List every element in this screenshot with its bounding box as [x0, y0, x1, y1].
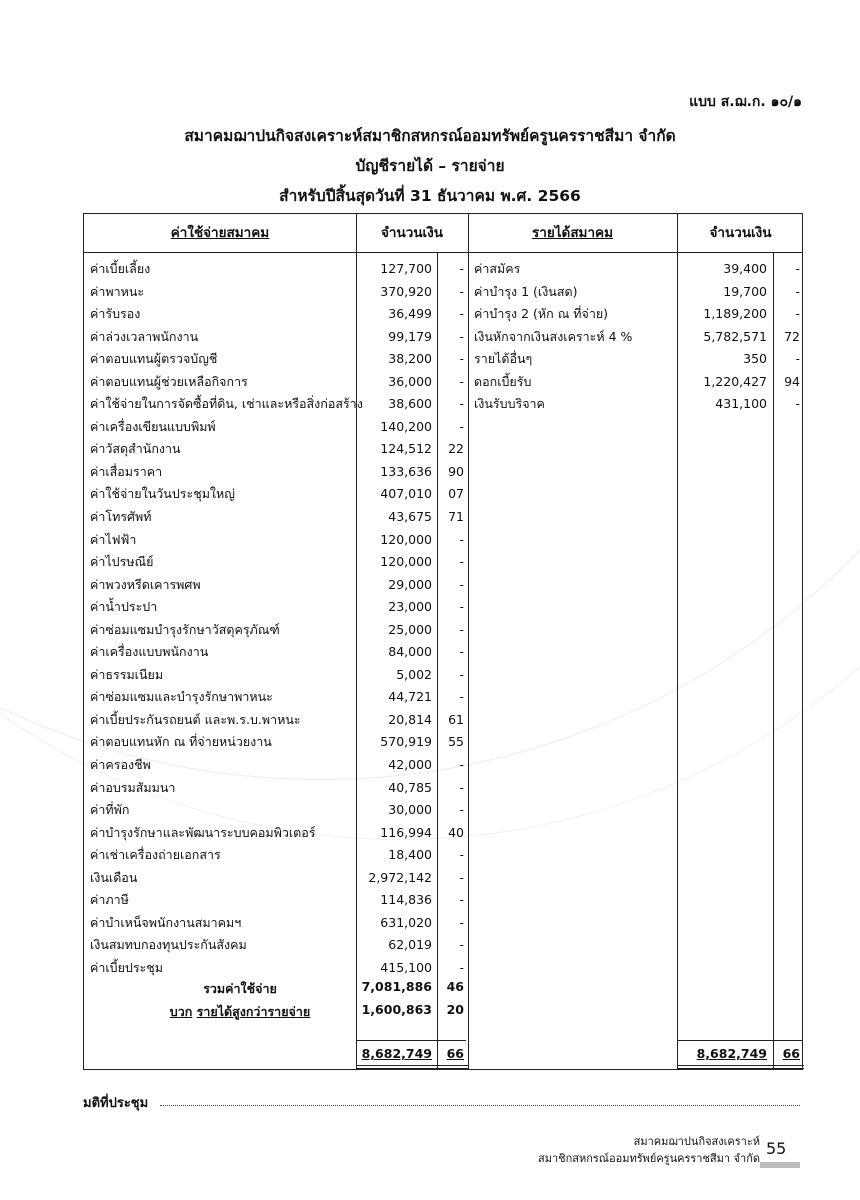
grand-total-left-amount: 8,682,749: [361, 1046, 432, 1061]
table-row: [84, 619, 468, 642]
footer-line-2: สมาชิกสหกรณ์ออมทรัพย์ครูนครราชสีมา จำกัด: [538, 1152, 760, 1165]
table-row: [468, 258, 804, 281]
row-satang: 94: [784, 373, 800, 389]
table-row: [84, 551, 468, 574]
table-row: [468, 393, 804, 416]
statement-title: บัญชีรายได้ – รายจ่าย: [355, 157, 505, 175]
row-amount: 120,000: [380, 554, 432, 570]
table-row: [84, 799, 468, 822]
row-amount: 5,002: [396, 666, 432, 682]
row-amount: 116,994: [380, 824, 432, 840]
grand-total-left-satang: 66: [446, 1046, 464, 1061]
row-satang: -: [459, 261, 464, 276]
row-satang: 40: [448, 824, 464, 840]
header-divider: [84, 252, 802, 253]
income-list: [468, 258, 804, 416]
row-amount: 38,200: [388, 351, 432, 367]
row-amount: 19,700: [723, 283, 767, 299]
row-amount: 1,189,200: [703, 306, 767, 322]
row-label: ค่าเครื่องแบบพนักงาน: [90, 644, 209, 660]
row-satang: -: [795, 283, 800, 299]
row-label: ค่าวัสดุสำนักงาน: [90, 441, 181, 457]
row-amount: 44,721: [388, 689, 432, 705]
row-satang: -: [459, 531, 464, 547]
row-label: ค่าเบี้ยประชุม: [90, 959, 163, 975]
table-row: [84, 664, 468, 687]
row-label: ค่าพวงหรีดเคารพศพ: [90, 576, 201, 592]
table-row: [84, 867, 468, 890]
table-row: [84, 281, 468, 304]
row-label: เงินเดือน: [90, 869, 138, 885]
total-expense-label: รวมค่าใช้จ่าย: [203, 981, 277, 996]
row-label: ค่ารับรอง: [90, 306, 141, 322]
row-satang: -: [795, 306, 800, 322]
row-satang: -: [459, 779, 464, 795]
row-amount: 43,675: [388, 509, 432, 525]
page-number: 55: [766, 1139, 787, 1158]
row-satang: -: [459, 576, 464, 592]
row-amount: 124,512: [380, 441, 432, 457]
row-amount: 36,499: [388, 306, 432, 322]
grand-total-right-amount: 8,682,749: [696, 1046, 767, 1061]
row-satang: -: [459, 306, 464, 322]
grand-total-right-satang: 66: [782, 1046, 800, 1061]
row-label: ค่าเช่าเครื่องถ่ายเอกสาร: [90, 847, 221, 863]
table-row: [468, 371, 804, 394]
row-satang: -: [459, 373, 464, 389]
row-label: ค่าเบี้ยประกันรถยนต์ และพ.ร.บ.พาหนะ: [90, 711, 301, 727]
row-satang: 72: [784, 328, 800, 344]
row-amount: 120,000: [380, 531, 432, 547]
row-amount: 140,200: [380, 418, 432, 434]
row-satang: 90: [448, 463, 464, 479]
footer-line-1: สมาคมฌาปนกิจสงเคราะห์: [633, 1135, 760, 1148]
row-label: ค่าธรรมเนียม: [90, 666, 164, 682]
row-satang: -: [459, 914, 464, 930]
row-label: ค่าซ่อมแซมและบำรุงรักษาพาหนะ: [90, 689, 273, 705]
row-label: ค่าสมัคร: [474, 261, 521, 276]
row-label: ค่าโทรศัพท์: [90, 509, 152, 525]
table-row: [468, 326, 804, 349]
surplus-satang: 20: [446, 1002, 464, 1017]
row-label: ค่าที่พัก: [90, 802, 130, 818]
row-label: ค่าบำรุง 1 (เงินสด): [474, 283, 578, 299]
table-row: [84, 709, 468, 732]
row-satang: -: [459, 351, 464, 367]
row-satang: -: [459, 802, 464, 818]
row-satang: -: [459, 666, 464, 682]
row-label: ค่าภาษี: [90, 892, 129, 908]
row-satang: -: [459, 644, 464, 660]
row-label: ค่าบำเหน็จพนักงานสมาคมฯ: [90, 914, 242, 930]
row-label: ค่าน้ำประปา: [90, 599, 158, 615]
row-amount: 25,000: [388, 621, 432, 637]
table-row: [84, 371, 468, 394]
row-label: ค่าซ่อมแซมบำรุงรักษาวัสดุครุภัณฑ์: [90, 621, 280, 637]
row-label: ค่าตอบแทนผู้ตรวจบัญชี: [90, 351, 218, 367]
expense-list: [84, 258, 468, 980]
table-row: [84, 393, 468, 416]
row-amount: 20,814: [388, 711, 432, 727]
row-label: ค่าบำรุง 2 (หัก ณ ที่จ่าย): [474, 306, 609, 322]
row-amount: 99,179: [388, 328, 432, 344]
surplus-text: รายได้สูงกว่ารายจ่าย: [196, 1004, 311, 1019]
row-amount: 38,600: [388, 396, 432, 412]
resolution-label: มติที่ประชุม: [83, 1096, 149, 1111]
row-satang: -: [459, 599, 464, 615]
row-satang: -: [459, 554, 464, 570]
table-row: [84, 574, 468, 597]
row-label: รายได้อื่นๆ: [474, 351, 533, 367]
row-amount: 1,220,427: [703, 373, 767, 389]
income-column-header: รายได้สมาคม: [532, 225, 613, 241]
table-row: [84, 754, 468, 777]
row-label: เงินรับบริจาค: [474, 396, 545, 412]
table-row: [84, 258, 468, 281]
form-code: แบบ ส.ฌ.ก. ๑๐/๑: [689, 94, 802, 110]
row-satang: -: [459, 892, 464, 908]
row-label: เงินหักจากเงินสงเคราะห์ 4 %: [474, 328, 633, 344]
row-satang: -: [459, 959, 464, 975]
row-satang: 71: [448, 509, 464, 525]
row-amount: 570,919: [380, 734, 432, 750]
row-label: ค่าตอบแทนหัก ณ ที่จ่ายหน่วยงาน: [90, 734, 272, 750]
row-amount: 30,000: [388, 802, 432, 818]
surplus-label: [124, 1002, 356, 1022]
row-satang: -: [795, 351, 800, 367]
row-label: ค่าครองชีพ: [90, 757, 151, 773]
row-amount: 431,100: [715, 396, 767, 412]
income-expense-table: [83, 213, 803, 1070]
row-label: ค่าพาหนะ: [90, 283, 145, 299]
table-row: [468, 303, 804, 326]
row-label: ค่าใช้จ่ายในการจัดซื้อที่ดิน, เช่าและหรือสิ่งก่อสร้าง: [90, 396, 363, 412]
table-row: [84, 348, 468, 371]
table-row: [84, 506, 468, 529]
row-satang: -: [795, 261, 800, 276]
row-label: ค่าใช้จ่ายในวันประชุมใหญ่: [90, 486, 235, 502]
organization-name: สมาคมฌาปนกิจสงเคราะห์สมาชิกสหกรณ์ออมทรัพย์ครูนครราชสีมา จำกัด: [184, 127, 676, 145]
row-amount: 40,785: [388, 779, 432, 795]
row-label: ค่าล่วงเวลาพนักงาน: [90, 328, 199, 344]
table-row: [84, 686, 468, 709]
table-row: [84, 912, 468, 935]
row-amount: 5,782,571: [703, 328, 767, 344]
row-amount: 127,700: [380, 261, 432, 276]
table-row: [84, 596, 468, 619]
row-satang: -: [459, 847, 464, 863]
row-label: ดอกเบี้ยรับ: [474, 373, 532, 389]
table-row: [84, 934, 468, 957]
grand-total-left-rule: [356, 1065, 468, 1069]
row-satang: 61: [448, 711, 464, 727]
row-amount: 114,836: [380, 892, 432, 908]
table-row: [84, 641, 468, 664]
row-satang: -: [459, 757, 464, 773]
row-label: ค่าเสื่อมราคา: [90, 463, 163, 479]
grand-total-line-left: [356, 1040, 466, 1041]
surplus-prefix: บวก: [169, 1004, 193, 1019]
footer-organization: [538, 1133, 760, 1167]
row-satang: -: [459, 689, 464, 705]
row-amount: 36,000: [388, 373, 432, 389]
statement-period: สำหรับปีสิ้นสุดวันที่ 31 ธันวาคม พ.ศ. 2566: [279, 187, 581, 205]
row-amount: 29,000: [388, 576, 432, 592]
table-row: [84, 461, 468, 484]
grand-total-line-right: [677, 1040, 802, 1041]
row-amount: 415,100: [380, 959, 432, 975]
row-satang: -: [459, 283, 464, 299]
page-number-bar: [760, 1162, 800, 1168]
table-row: [468, 281, 804, 304]
grand-total-right-rule: [677, 1065, 804, 1069]
table-row: [84, 529, 468, 552]
row-label: ค่าบำรุงรักษาและพัฒนาระบบคอมพิวเตอร์: [90, 824, 316, 840]
row-satang: -: [459, 418, 464, 434]
row-amount: 350: [743, 351, 767, 367]
row-label: เงินสมทบกองทุนประกันสังคม: [90, 937, 247, 953]
expense-amount-header: จำนวนเงิน: [381, 225, 443, 241]
row-amount: 23,000: [388, 599, 432, 615]
table-row: [84, 483, 468, 506]
table-row: [84, 303, 468, 326]
row-label: ค่าไฟฟ้า: [90, 531, 137, 547]
row-amount: 62,019: [388, 937, 432, 953]
table-row: [84, 777, 468, 800]
table-row: [84, 889, 468, 912]
table-row: [84, 822, 468, 845]
row-satang: -: [459, 621, 464, 637]
row-amount: 39,400: [723, 261, 767, 276]
total-expense-amount: 7,081,886: [361, 979, 432, 994]
row-amount: 631,020: [380, 914, 432, 930]
table-row: [468, 348, 804, 371]
surplus-amount: 1,600,863: [361, 1002, 432, 1017]
row-label: ค่าอบรมสัมมนา: [90, 779, 176, 795]
expense-column-header: ค่าใช้จ่ายสมาคม: [170, 225, 270, 241]
row-amount: 370,920: [380, 283, 432, 299]
row-label: ค่าตอบแทนผู้ช่วยเหลือกิจการ: [90, 373, 248, 389]
document-titles: [0, 121, 860, 211]
resolution-dotted-line: [160, 1105, 800, 1106]
table-row: [84, 731, 468, 754]
income-amount-header: จำนวนเงิน: [709, 225, 772, 241]
table-row: [84, 416, 468, 439]
row-satang: 22: [448, 441, 464, 457]
row-satang: -: [459, 328, 464, 344]
row-amount: 2,972,142: [368, 869, 432, 885]
row-label: ค่าเครื่องเขียนแบบพิมพ์: [90, 418, 216, 434]
row-satang: -: [459, 396, 464, 412]
row-amount: 84,000: [388, 644, 432, 660]
row-amount: 42,000: [388, 757, 432, 773]
table-row: [84, 844, 468, 867]
total-expense-satang: 46: [446, 979, 464, 994]
row-amount: 407,010: [380, 486, 432, 502]
row-amount: 18,400: [388, 847, 432, 863]
row-satang: -: [459, 869, 464, 885]
row-label: ค่าไปรษณีย์: [90, 554, 154, 570]
row-amount: 133,636: [380, 463, 432, 479]
row-satang: 55: [448, 734, 464, 750]
row-satang: -: [795, 396, 800, 412]
row-satang: -: [459, 937, 464, 953]
table-row: [84, 957, 468, 980]
table-row: [84, 438, 468, 461]
row-satang: 07: [448, 486, 464, 502]
table-row: [84, 326, 468, 349]
row-label: ค่าเบี้ยเลี้ยง: [90, 261, 151, 276]
